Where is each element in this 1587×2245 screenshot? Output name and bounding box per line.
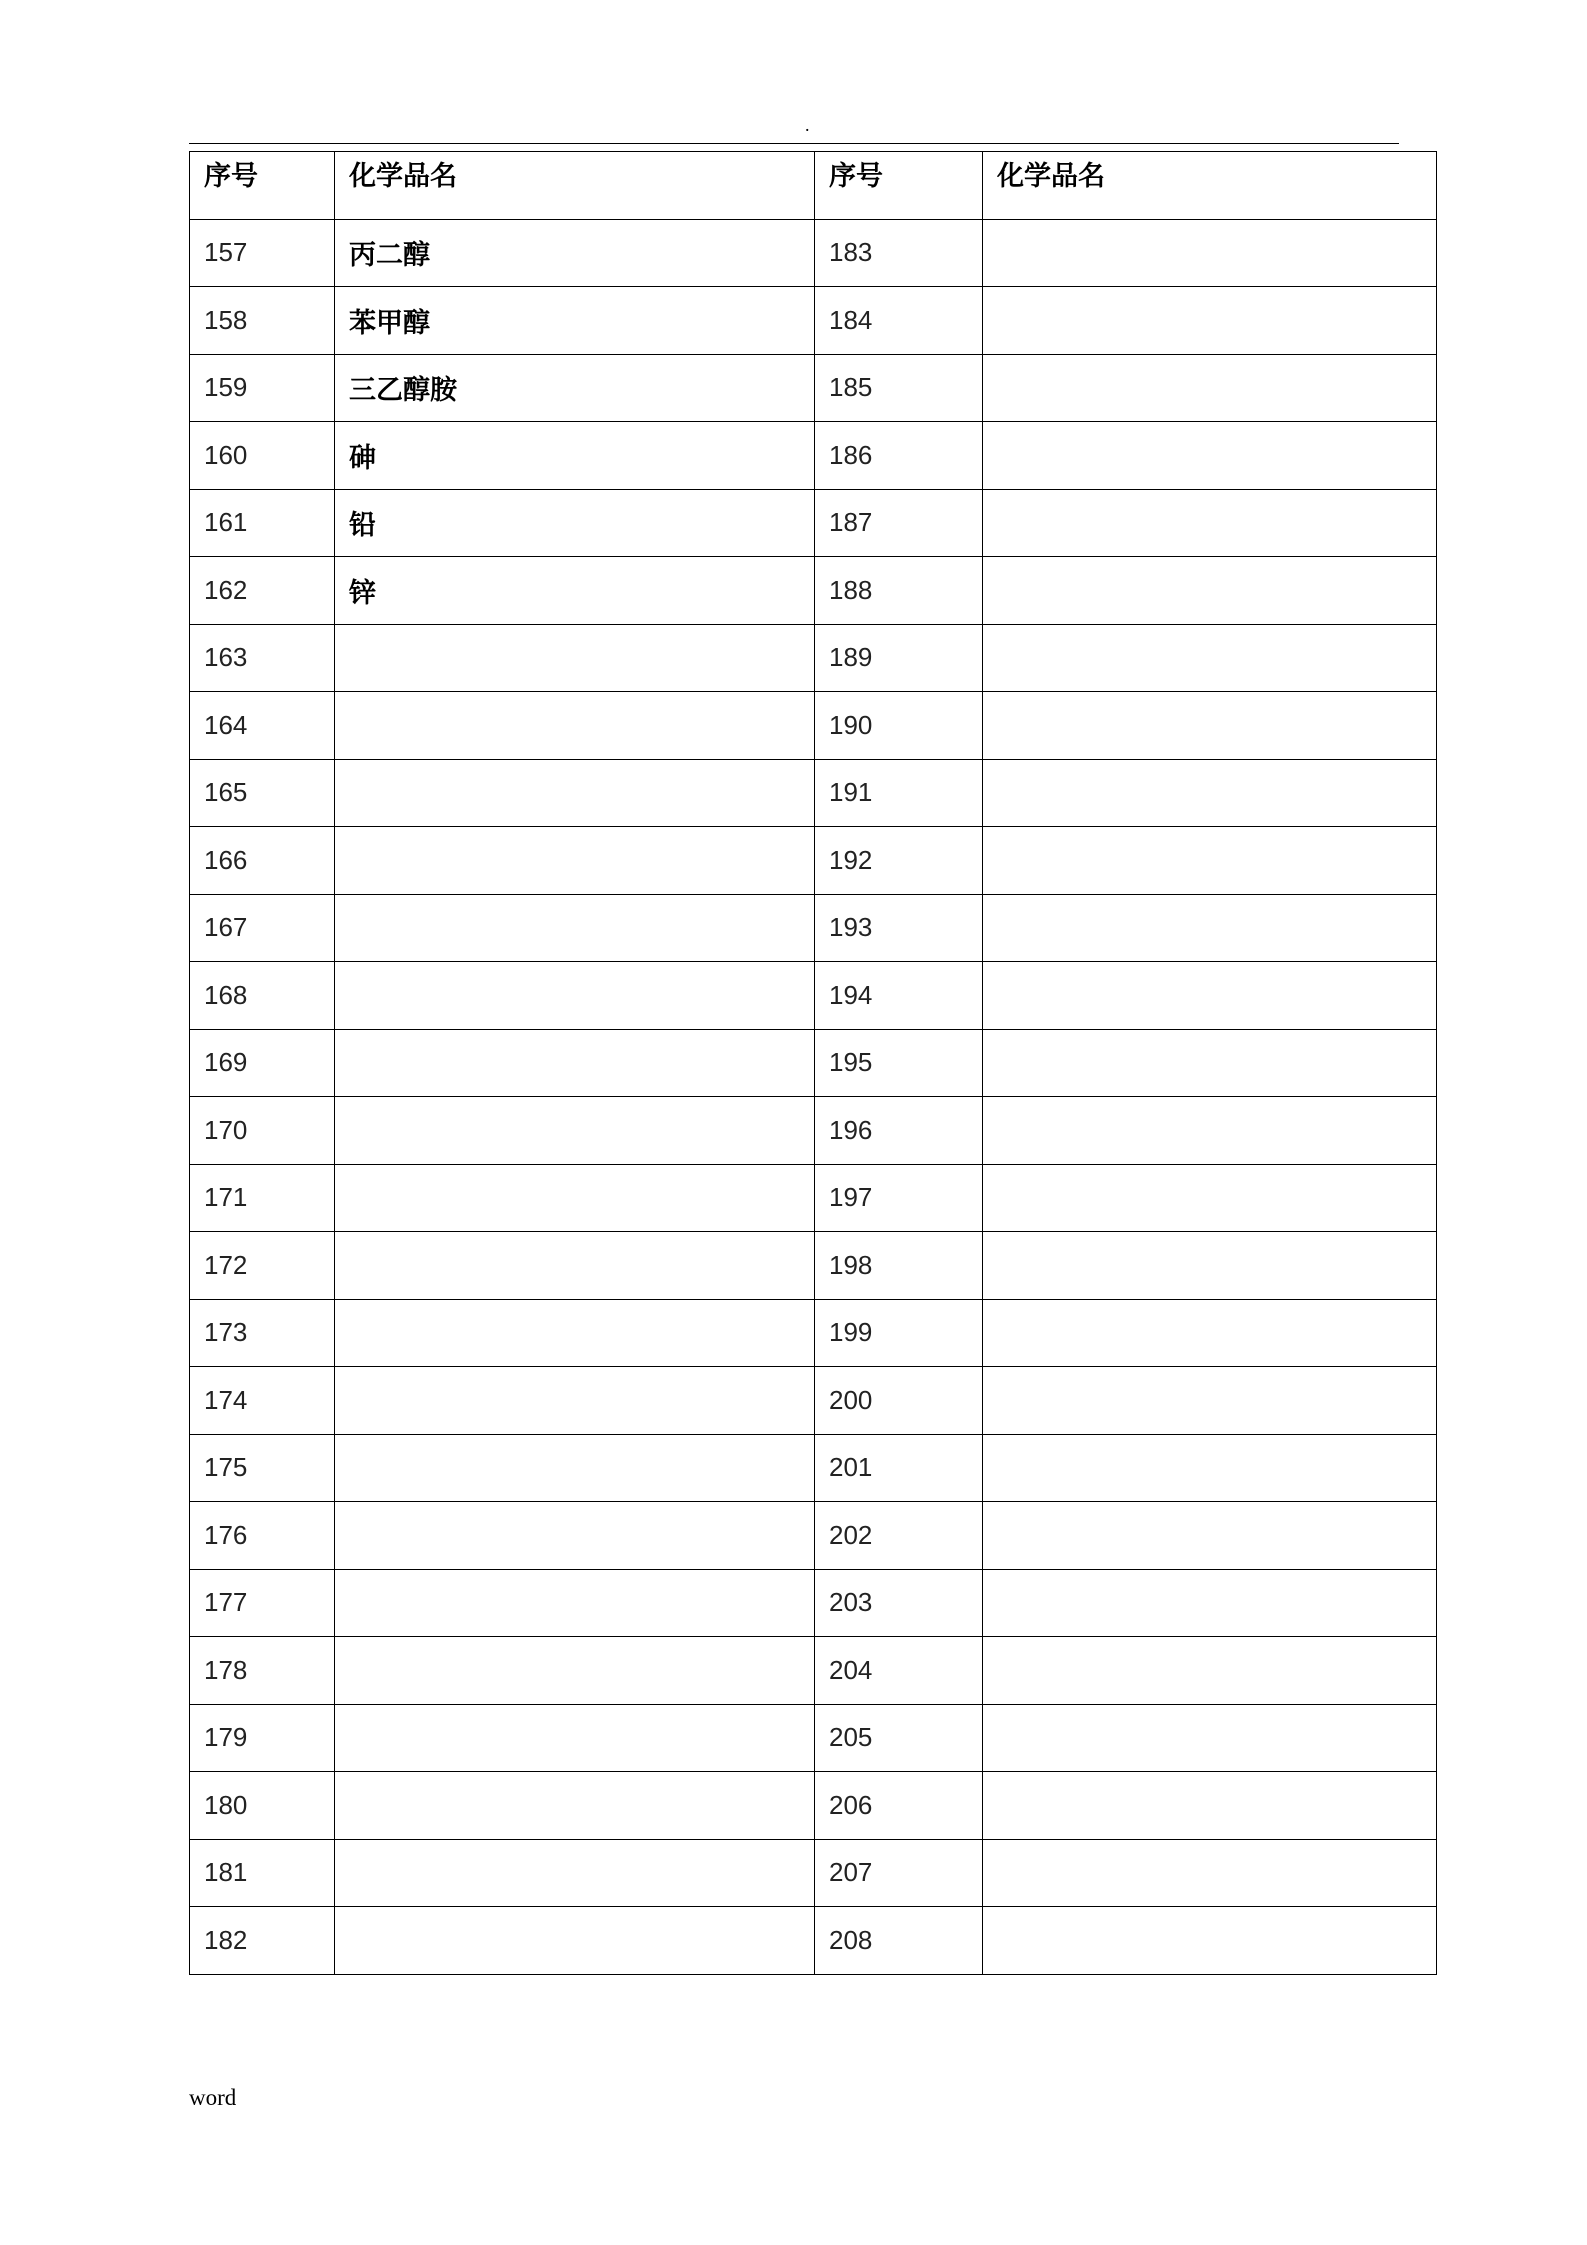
- chemical-name-cell-right: [983, 1772, 1437, 1840]
- serial-cell-left: 181: [190, 1839, 335, 1907]
- serial-cell-left: 176: [190, 1502, 335, 1570]
- chemical-name-cell-right: [983, 1839, 1437, 1907]
- chemical-name-cell-left: [335, 759, 815, 827]
- serial-cell-right: 206: [815, 1772, 983, 1840]
- chemical-name-cell-left: [335, 1232, 815, 1300]
- chemical-name-cell-right: [983, 827, 1437, 895]
- chemical-name-cell-left: [335, 1299, 815, 1367]
- serial-cell-right: 190: [815, 692, 983, 760]
- header-serial-left: 序号: [190, 152, 335, 220]
- serial-cell-left: 182: [190, 1907, 335, 1975]
- header-rule: [189, 143, 1399, 144]
- serial-cell-left: 160: [190, 422, 335, 490]
- chemical-name-cell-right: [983, 354, 1437, 422]
- table-row: [190, 624, 1437, 692]
- table-row: [190, 1569, 1437, 1637]
- chemical-name-cell-right: [983, 1704, 1437, 1772]
- chemical-name-cell-left: [335, 1097, 815, 1165]
- chemical-name-cell-right: [983, 287, 1437, 355]
- chemical-name-cell-left: [335, 624, 815, 692]
- chemical-name-cell-left: [335, 1704, 815, 1772]
- serial-cell-left: 157: [190, 219, 335, 287]
- chemical-name-cell-left: [335, 1029, 815, 1097]
- table-row: [190, 489, 1437, 557]
- serial-cell-right: 205: [815, 1704, 983, 1772]
- chemical-name-cell-right: [983, 1299, 1437, 1367]
- serial-cell-right: 192: [815, 827, 983, 895]
- chemical-name-cell-right: [983, 1502, 1437, 1570]
- table-row: [190, 354, 1437, 422]
- chemical-name-cell-right: [983, 489, 1437, 557]
- table-row: [190, 422, 1437, 490]
- chemical-name-cell-left: 三乙醇胺: [335, 354, 815, 422]
- serial-cell-right: 200: [815, 1367, 983, 1435]
- table-row: [190, 287, 1437, 355]
- serial-cell-left: 167: [190, 894, 335, 962]
- chemical-name-cell-right: [983, 422, 1437, 490]
- serial-cell-left: 175: [190, 1434, 335, 1502]
- chemical-name-cell-left: [335, 1907, 815, 1975]
- serial-cell-left: 158: [190, 287, 335, 355]
- chemical-name-cell-right: [983, 219, 1437, 287]
- chemical-name-cell-left: [335, 692, 815, 760]
- chemical-name-cell-right: [983, 624, 1437, 692]
- chemical-name-cell-left: 苯甲醇: [335, 287, 815, 355]
- table-row: [190, 1839, 1437, 1907]
- serial-cell-left: 164: [190, 692, 335, 760]
- table-row: [190, 827, 1437, 895]
- serial-cell-right: 185: [815, 354, 983, 422]
- chemical-name-cell-left: [335, 1839, 815, 1907]
- chemical-name-cell-left: [335, 1434, 815, 1502]
- serial-cell-left: 165: [190, 759, 335, 827]
- serial-cell-right: 198: [815, 1232, 983, 1300]
- chemical-name-cell-left: 锌: [335, 557, 815, 625]
- serial-cell-right: 186: [815, 422, 983, 490]
- chemical-table: [189, 151, 1437, 1975]
- chemical-name-cell-left: [335, 1164, 815, 1232]
- table-row: [190, 1029, 1437, 1097]
- serial-cell-right: 193: [815, 894, 983, 962]
- table-row: [190, 894, 1437, 962]
- footer-label: word: [189, 2085, 237, 2110]
- chemical-name-cell-right: [983, 1434, 1437, 1502]
- table-row: [190, 1367, 1437, 1435]
- chemical-name-cell-right: [983, 1907, 1437, 1975]
- chemical-name-cell-right: [983, 1637, 1437, 1705]
- chemical-name-cell-left: [335, 1772, 815, 1840]
- chemical-name-cell-left: [335, 894, 815, 962]
- chemical-name-cell-left: [335, 1569, 815, 1637]
- serial-cell-right: 194: [815, 962, 983, 1030]
- table-row: [190, 1907, 1437, 1975]
- chemical-name-cell-left: [335, 962, 815, 1030]
- serial-cell-right: 208: [815, 1907, 983, 1975]
- table-row: [190, 1097, 1437, 1165]
- serial-cell-left: 180: [190, 1772, 335, 1840]
- serial-cell-left: 177: [190, 1569, 335, 1637]
- header-mark: .: [805, 115, 810, 135]
- serial-cell-left: 173: [190, 1299, 335, 1367]
- chemical-name-cell-left: 丙二醇: [335, 219, 815, 287]
- table-row: [190, 557, 1437, 625]
- table-row: [190, 1502, 1437, 1570]
- serial-cell-right: 184: [815, 287, 983, 355]
- chemical-name-cell-right: [983, 1164, 1437, 1232]
- serial-cell-right: 203: [815, 1569, 983, 1637]
- table-row: [190, 1164, 1437, 1232]
- table-row: [190, 1434, 1437, 1502]
- chemical-name-cell-left: 砷: [335, 422, 815, 490]
- serial-cell-left: 170: [190, 1097, 335, 1165]
- serial-cell-right: 207: [815, 1839, 983, 1907]
- chemical-name-cell-right: [983, 962, 1437, 1030]
- serial-cell-right: 201: [815, 1434, 983, 1502]
- serial-cell-left: 159: [190, 354, 335, 422]
- serial-cell-left: 161: [190, 489, 335, 557]
- table-header-row: [190, 152, 1437, 220]
- chemical-name-cell-right: [983, 557, 1437, 625]
- serial-cell-left: 174: [190, 1367, 335, 1435]
- serial-cell-right: 191: [815, 759, 983, 827]
- serial-cell-left: 162: [190, 557, 335, 625]
- serial-cell-right: 202: [815, 1502, 983, 1570]
- chemical-name-cell-right: [983, 1232, 1437, 1300]
- serial-cell-right: 199: [815, 1299, 983, 1367]
- table-row: [190, 759, 1437, 827]
- chemical-name-cell-right: [983, 1367, 1437, 1435]
- serial-cell-right: 197: [815, 1164, 983, 1232]
- serial-cell-left: 172: [190, 1232, 335, 1300]
- chemical-name-cell-right: [983, 894, 1437, 962]
- serial-cell-left: 171: [190, 1164, 335, 1232]
- table-row: [190, 1232, 1437, 1300]
- serial-cell-left: 163: [190, 624, 335, 692]
- chemical-name-cell-right: [983, 1097, 1437, 1165]
- serial-cell-right: 195: [815, 1029, 983, 1097]
- serial-cell-left: 168: [190, 962, 335, 1030]
- table-row: [190, 219, 1437, 287]
- header-serial-right: 序号: [815, 152, 983, 220]
- table-body: [190, 219, 1437, 1974]
- table-row: [190, 1637, 1437, 1705]
- serial-cell-right: 188: [815, 557, 983, 625]
- serial-cell-left: 179: [190, 1704, 335, 1772]
- serial-cell-left: 169: [190, 1029, 335, 1097]
- chemical-name-cell-right: [983, 1029, 1437, 1097]
- serial-cell-left: 166: [190, 827, 335, 895]
- header-chemical-name-left: 化学品名: [335, 152, 815, 220]
- table-row: [190, 1772, 1437, 1840]
- header-chemical-name-right: 化学品名: [983, 152, 1437, 220]
- table-row: [190, 1704, 1437, 1772]
- serial-cell-left: 178: [190, 1637, 335, 1705]
- table-row: [190, 692, 1437, 760]
- chemical-name-cell-left: [335, 827, 815, 895]
- serial-cell-right: 196: [815, 1097, 983, 1165]
- table-row: [190, 1299, 1437, 1367]
- table-row: [190, 962, 1437, 1030]
- chemical-name-cell-right: [983, 1569, 1437, 1637]
- chemical-name-cell-left: [335, 1367, 815, 1435]
- chemical-name-cell-left: [335, 1502, 815, 1570]
- chemical-name-cell-right: [983, 692, 1437, 760]
- chemical-name-cell-left: [335, 1637, 815, 1705]
- serial-cell-right: 204: [815, 1637, 983, 1705]
- chemical-name-cell-right: [983, 759, 1437, 827]
- chemical-name-cell-left: 铅: [335, 489, 815, 557]
- serial-cell-right: 183: [815, 219, 983, 287]
- serial-cell-right: 189: [815, 624, 983, 692]
- serial-cell-right: 187: [815, 489, 983, 557]
